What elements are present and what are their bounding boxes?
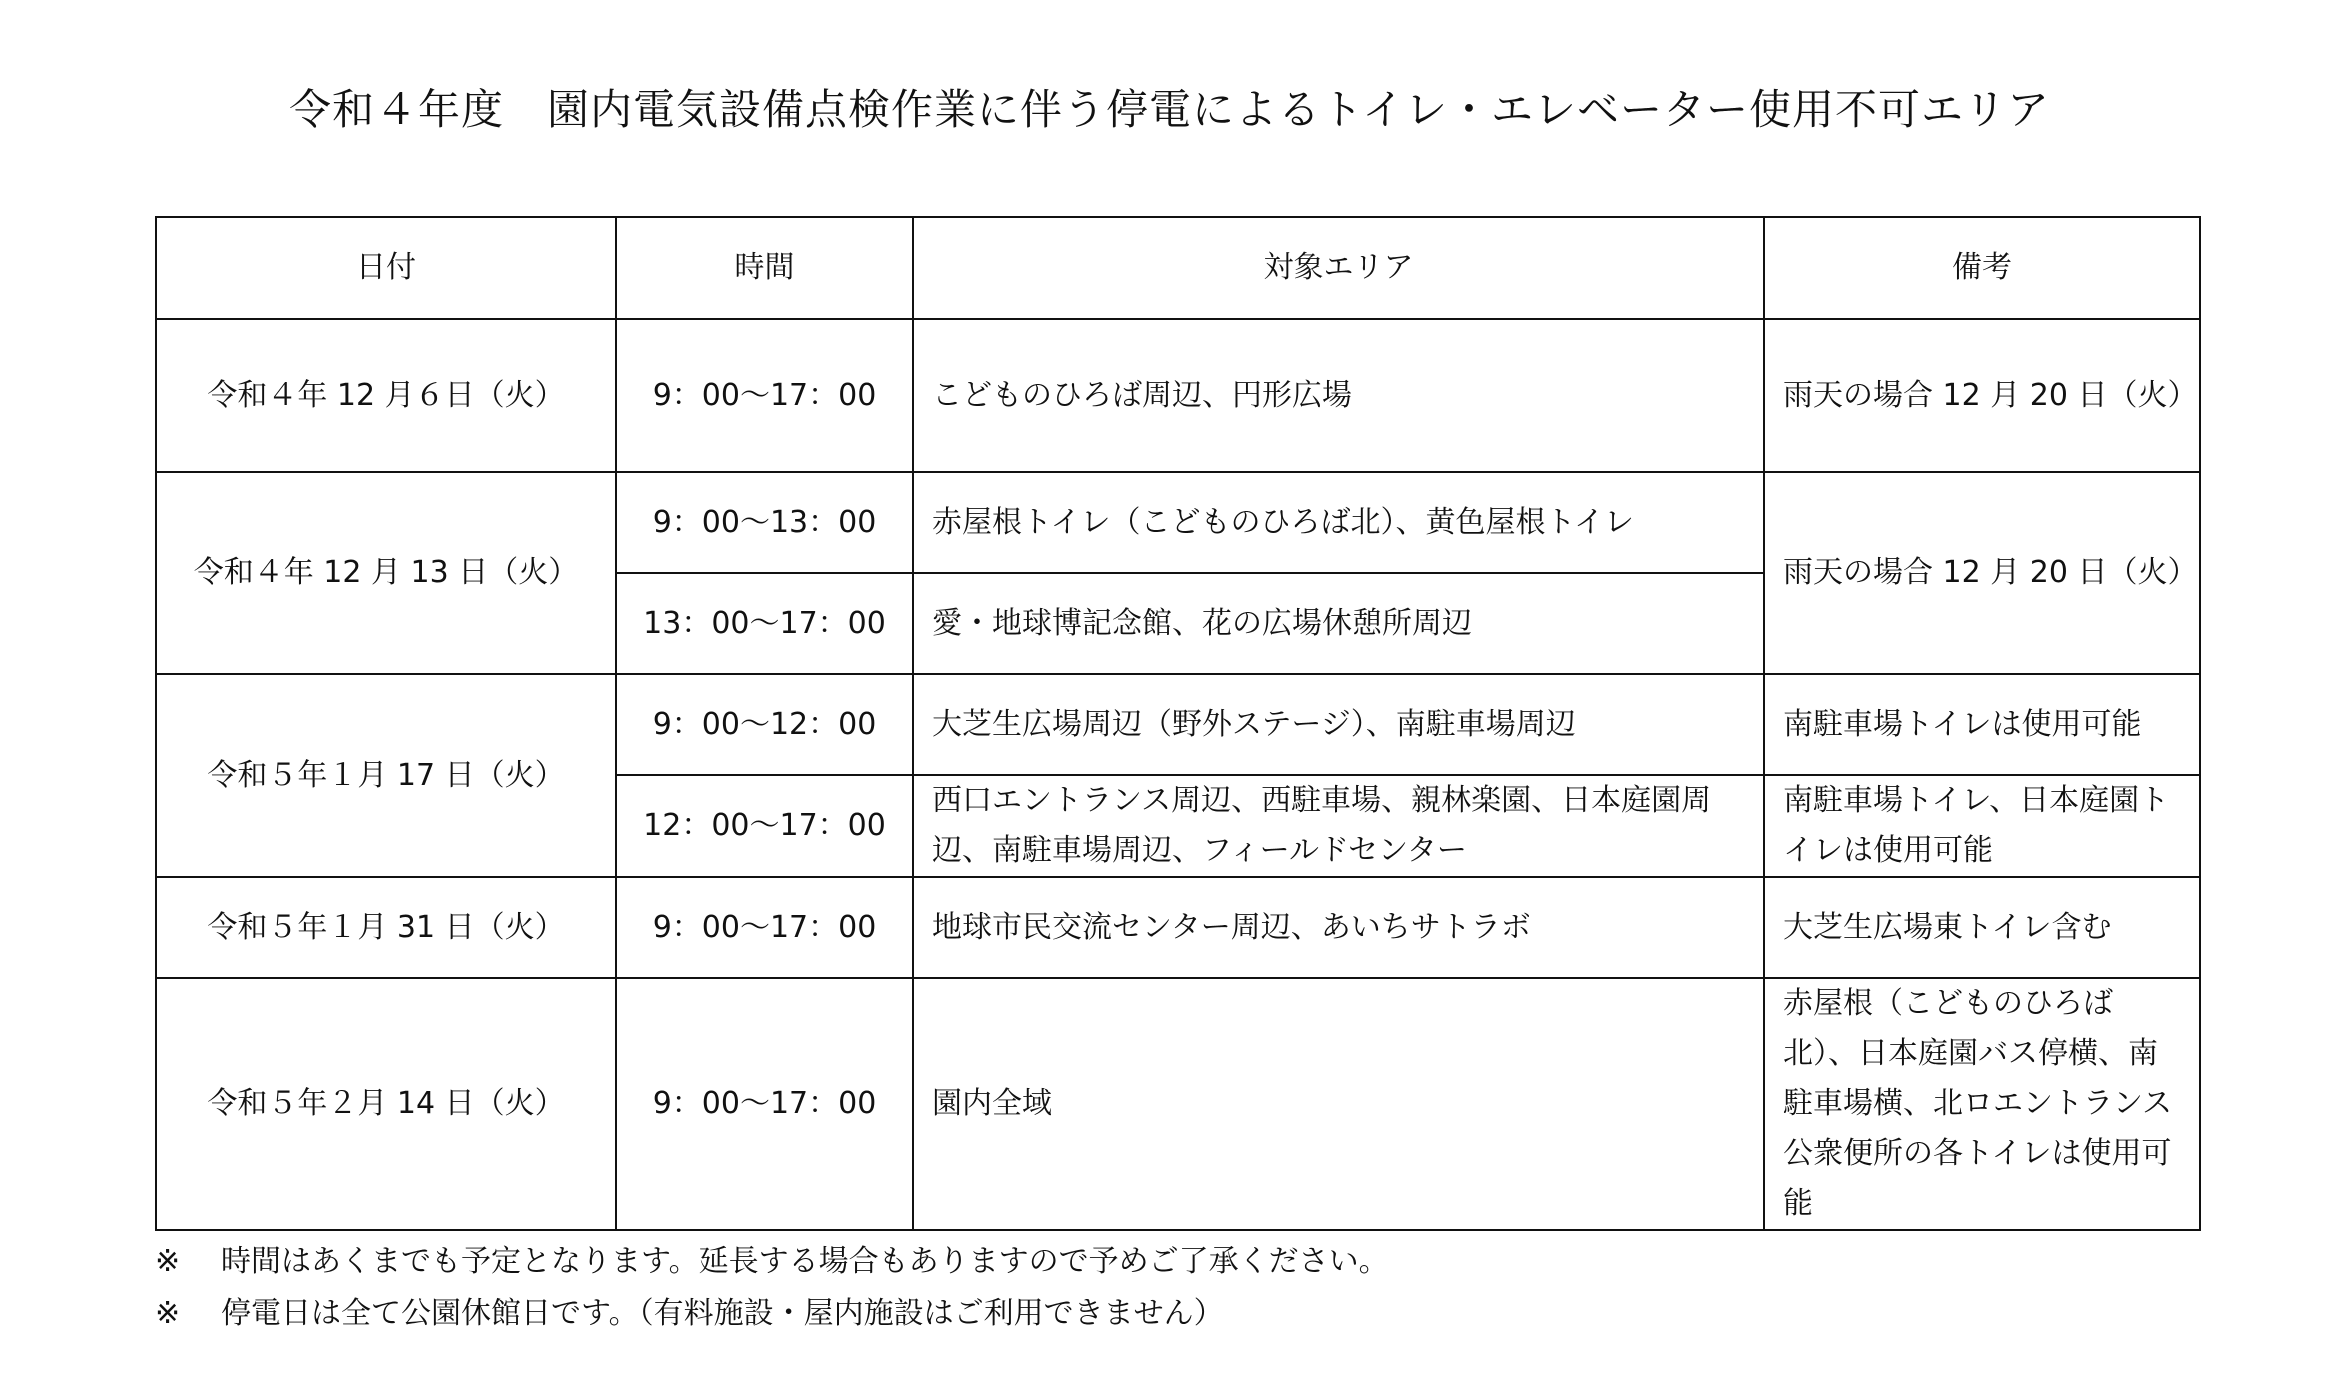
area-cell: 大芝生広場周辺（野外ステージ）、南駐車場周辺 bbox=[913, 674, 1764, 775]
time-cell: 9：00～17：00 bbox=[616, 978, 913, 1230]
header-time: 時間 bbox=[616, 217, 913, 319]
table-header-row bbox=[156, 217, 2200, 319]
area-cell: 西口エントランス周辺、西駐車場、親林楽園、日本庭園周辺、南駐車場周辺、フィールドセンター bbox=[913, 775, 1764, 877]
time-cell: 9：00～17：00 bbox=[616, 319, 913, 472]
time-cell: 9：00～17：00 bbox=[616, 877, 913, 978]
table-row bbox=[156, 877, 2200, 978]
note-cell: 雨天の場合 12 月 20 日（火） bbox=[1764, 472, 2200, 674]
header-note: 備考 bbox=[1764, 217, 2200, 319]
reference-mark: ※ bbox=[155, 1296, 181, 1331]
footnote bbox=[155, 1236, 1389, 1288]
time-cell: 9：00～12：00 bbox=[616, 674, 913, 775]
table-row bbox=[156, 674, 2200, 775]
table-row bbox=[156, 319, 2200, 472]
page-title: 令和４年度 園内電気設備点検作業に伴う停電によるトイレ・エレベーター使用不可エリア bbox=[289, 85, 2050, 134]
time-cell: 13：00～17：00 bbox=[616, 573, 913, 674]
area-cell: 園内全域 bbox=[913, 978, 1764, 1230]
date-cell: 令和４年 12 月 13 日（火） bbox=[156, 472, 616, 674]
footnotes bbox=[155, 1236, 1389, 1340]
time-cell: 12：00～17：00 bbox=[616, 775, 913, 877]
note-cell: 南駐車場トイレ、日本庭園トイレは使用可能 bbox=[1764, 775, 2200, 877]
date-cell: 令和５年２月 14 日（火） bbox=[156, 978, 616, 1230]
reference-mark: ※ bbox=[155, 1244, 181, 1279]
area-cell: 赤屋根トイレ（こどものひろば北）、黄色屋根トイレ bbox=[913, 472, 1764, 573]
note-cell: 南駐車場トイレは使用可能 bbox=[1764, 674, 2200, 775]
date-cell: 令和５年１月 17 日（火） bbox=[156, 674, 616, 877]
time-cell: 9：00～13：00 bbox=[616, 472, 913, 573]
table-row bbox=[156, 472, 2200, 573]
header-date: 日付 bbox=[156, 217, 616, 319]
footnote-text: 時間はあくまでも予定となります。延長する場合もありますので予めご了承ください。 bbox=[221, 1244, 1389, 1279]
area-cell: 愛・地球博記念館、花の広場休憩所周辺 bbox=[913, 573, 1764, 674]
area-cell: こどものひろば周辺、円形広場 bbox=[913, 319, 1764, 472]
table-row bbox=[156, 978, 2200, 1230]
note-cell: 赤屋根（こどものひろば北）、日本庭園バス停横、南駐車場横、北ロエントランス公衆便所の各トイレは使用可能 bbox=[1764, 978, 2200, 1230]
area-cell: 地球市民交流センター周辺、あいちサトラボ bbox=[913, 877, 1764, 978]
outage-schedule-table bbox=[155, 216, 2201, 1231]
footnote bbox=[155, 1288, 1389, 1340]
footnote-text: 停電日は全て公園休館日です。（有料施設・屋内施設はご利用できません） bbox=[221, 1296, 1224, 1331]
date-cell: 令和４年 12 月６日（火） bbox=[156, 319, 616, 472]
date-cell: 令和５年１月 31 日（火） bbox=[156, 877, 616, 978]
header-area: 対象エリア bbox=[913, 217, 1764, 319]
note-cell: 大芝生広場東トイレ含む bbox=[1764, 877, 2200, 978]
note-cell: 雨天の場合 12 月 20 日（火） bbox=[1764, 319, 2200, 472]
